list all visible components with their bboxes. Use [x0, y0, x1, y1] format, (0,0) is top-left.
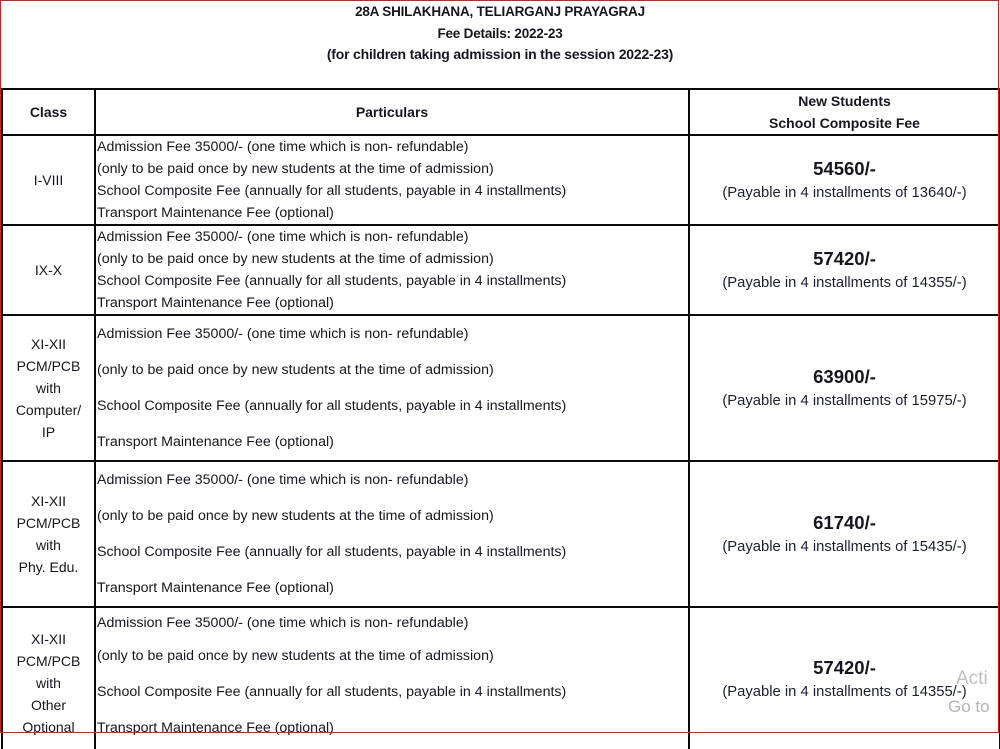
- fee-cell: [689, 135, 1000, 225]
- class-label-line: with: [36, 380, 61, 396]
- class-label-line: PCM/PCB: [16, 515, 81, 531]
- header-class: Class: [2, 89, 95, 135]
- header-particulars: Particulars: [95, 89, 689, 135]
- class-cell: [2, 225, 95, 315]
- class-cell: [2, 607, 95, 749]
- particular-line: (only to be paid once by new students at the time of admission): [97, 508, 494, 524]
- fee-amount: 61740/-: [813, 512, 876, 533]
- class-label-line: IP: [41, 424, 56, 440]
- particular-line: School Composite Fee (annually for all students, payable in 4 installments): [97, 273, 567, 289]
- fee-amount: 54560/-: [813, 158, 876, 179]
- particulars-cell: [95, 135, 689, 225]
- class-label-line: XI-XII: [30, 493, 66, 509]
- fee-amount: 57420/-: [813, 248, 876, 269]
- class-label-line: Other: [30, 697, 66, 713]
- fee-cell: [689, 607, 1000, 749]
- fee-cell: [689, 461, 1000, 607]
- installment-note: (Payable in 4 installments of 15975/-): [722, 393, 967, 409]
- particular-line: (only to be paid once by new students at the time of admission): [97, 362, 494, 378]
- class-label-line: XI-XII: [30, 631, 66, 647]
- particular-line: (only to be paid once by new students at the time of admission): [97, 648, 494, 664]
- particular-line: School Composite Fee (annually for all students, payable in 4 installments): [97, 183, 567, 199]
- particular-line: Admission Fee 35000/- (one time which is non- refundable): [97, 472, 469, 488]
- particulars-cell: [95, 607, 689, 749]
- class-label-line: with: [36, 537, 61, 553]
- class-cell: [2, 135, 95, 225]
- table-header-row: [2, 89, 1000, 135]
- fee-amount: 63900/-: [813, 366, 876, 387]
- class-label-line: with: [36, 675, 61, 691]
- installment-note: (Payable in 4 installments of 15435/-): [722, 539, 967, 555]
- particular-line: Admission Fee 35000/- (one time which is non- refundable): [97, 139, 469, 155]
- particular-line: Transport Maintenance Fee (optional): [97, 434, 334, 450]
- activate-windows-hint: Go to: [948, 697, 990, 716]
- fee-amount: 57420/-: [813, 657, 876, 678]
- particulars-cell: [95, 461, 689, 607]
- header-fee-line2: School Composite Fee: [769, 115, 920, 131]
- particular-line: Transport Maintenance Fee (optional): [97, 295, 334, 311]
- particular-line: School Composite Fee (annually for all students, payable in 4 installments): [97, 544, 567, 560]
- class-label-line: PCM/PCB: [16, 653, 81, 669]
- class-cell: [2, 461, 95, 607]
- activate-windows-watermark: Acti: [956, 668, 988, 689]
- installment-note: (Payable in 4 installments of 14355/-): [722, 275, 967, 291]
- class-label-line: Optional: [22, 719, 75, 735]
- particular-line: School Composite Fee (annually for all students, payable in 4 installments): [97, 684, 567, 700]
- particulars-cell: [95, 315, 689, 461]
- header-fee-line1: New Students: [798, 93, 891, 109]
- particulars-cell: [95, 225, 689, 315]
- particular-line: Admission Fee 35000/- (one time which is non- refundable): [97, 229, 469, 245]
- particular-line: Transport Maintenance Fee (optional): [97, 205, 334, 221]
- session-subtitle: (for children taking admission in the session 2022-23): [326, 46, 674, 62]
- table-row: [2, 315, 1000, 461]
- particular-line: Admission Fee 35000/- (one time which is non- refundable): [97, 615, 469, 631]
- particular-line: (only to be paid once by new students at the time of admission): [97, 251, 494, 267]
- installment-note: (Payable in 4 installments of 14355/-): [722, 684, 967, 700]
- installment-note: (Payable in 4 installments of 13640/-): [722, 185, 967, 201]
- fee-cell: [689, 315, 1000, 461]
- fee-details-title: Fee Details: 2022-23: [437, 26, 563, 41]
- table-row: [2, 607, 1000, 749]
- particular-line: (only to be paid once by new students at the time of admission): [97, 161, 494, 177]
- class-label-line: Computer/: [15, 402, 82, 418]
- class-label-line: Phy. Edu.: [18, 559, 79, 575]
- particular-line: Admission Fee 35000/- (one time which is non- refundable): [97, 326, 469, 342]
- particular-line: Transport Maintenance Fee (optional): [97, 580, 334, 596]
- class-cell: [2, 315, 95, 461]
- table-row: [2, 135, 1000, 225]
- class-label-line: PCM/PCB: [16, 358, 81, 374]
- class-label-line: I-VIII: [33, 172, 64, 188]
- class-label-line: XI-XII: [30, 336, 66, 352]
- header-new-students-fee: [689, 89, 1000, 135]
- table-row: [2, 225, 1000, 315]
- particular-line: School Composite Fee (annually for all students, payable in 4 installments): [97, 398, 567, 414]
- fee-table: [1, 88, 1000, 749]
- fee-cell: [689, 225, 1000, 315]
- class-label-line: IX-X: [34, 262, 63, 278]
- school-address: 28A SHILAKHANA, TELIARGANJ PRAYAGRAJ: [355, 4, 645, 19]
- particular-line: Transport Maintenance Fee (optional): [97, 720, 334, 736]
- table-row: [2, 461, 1000, 607]
